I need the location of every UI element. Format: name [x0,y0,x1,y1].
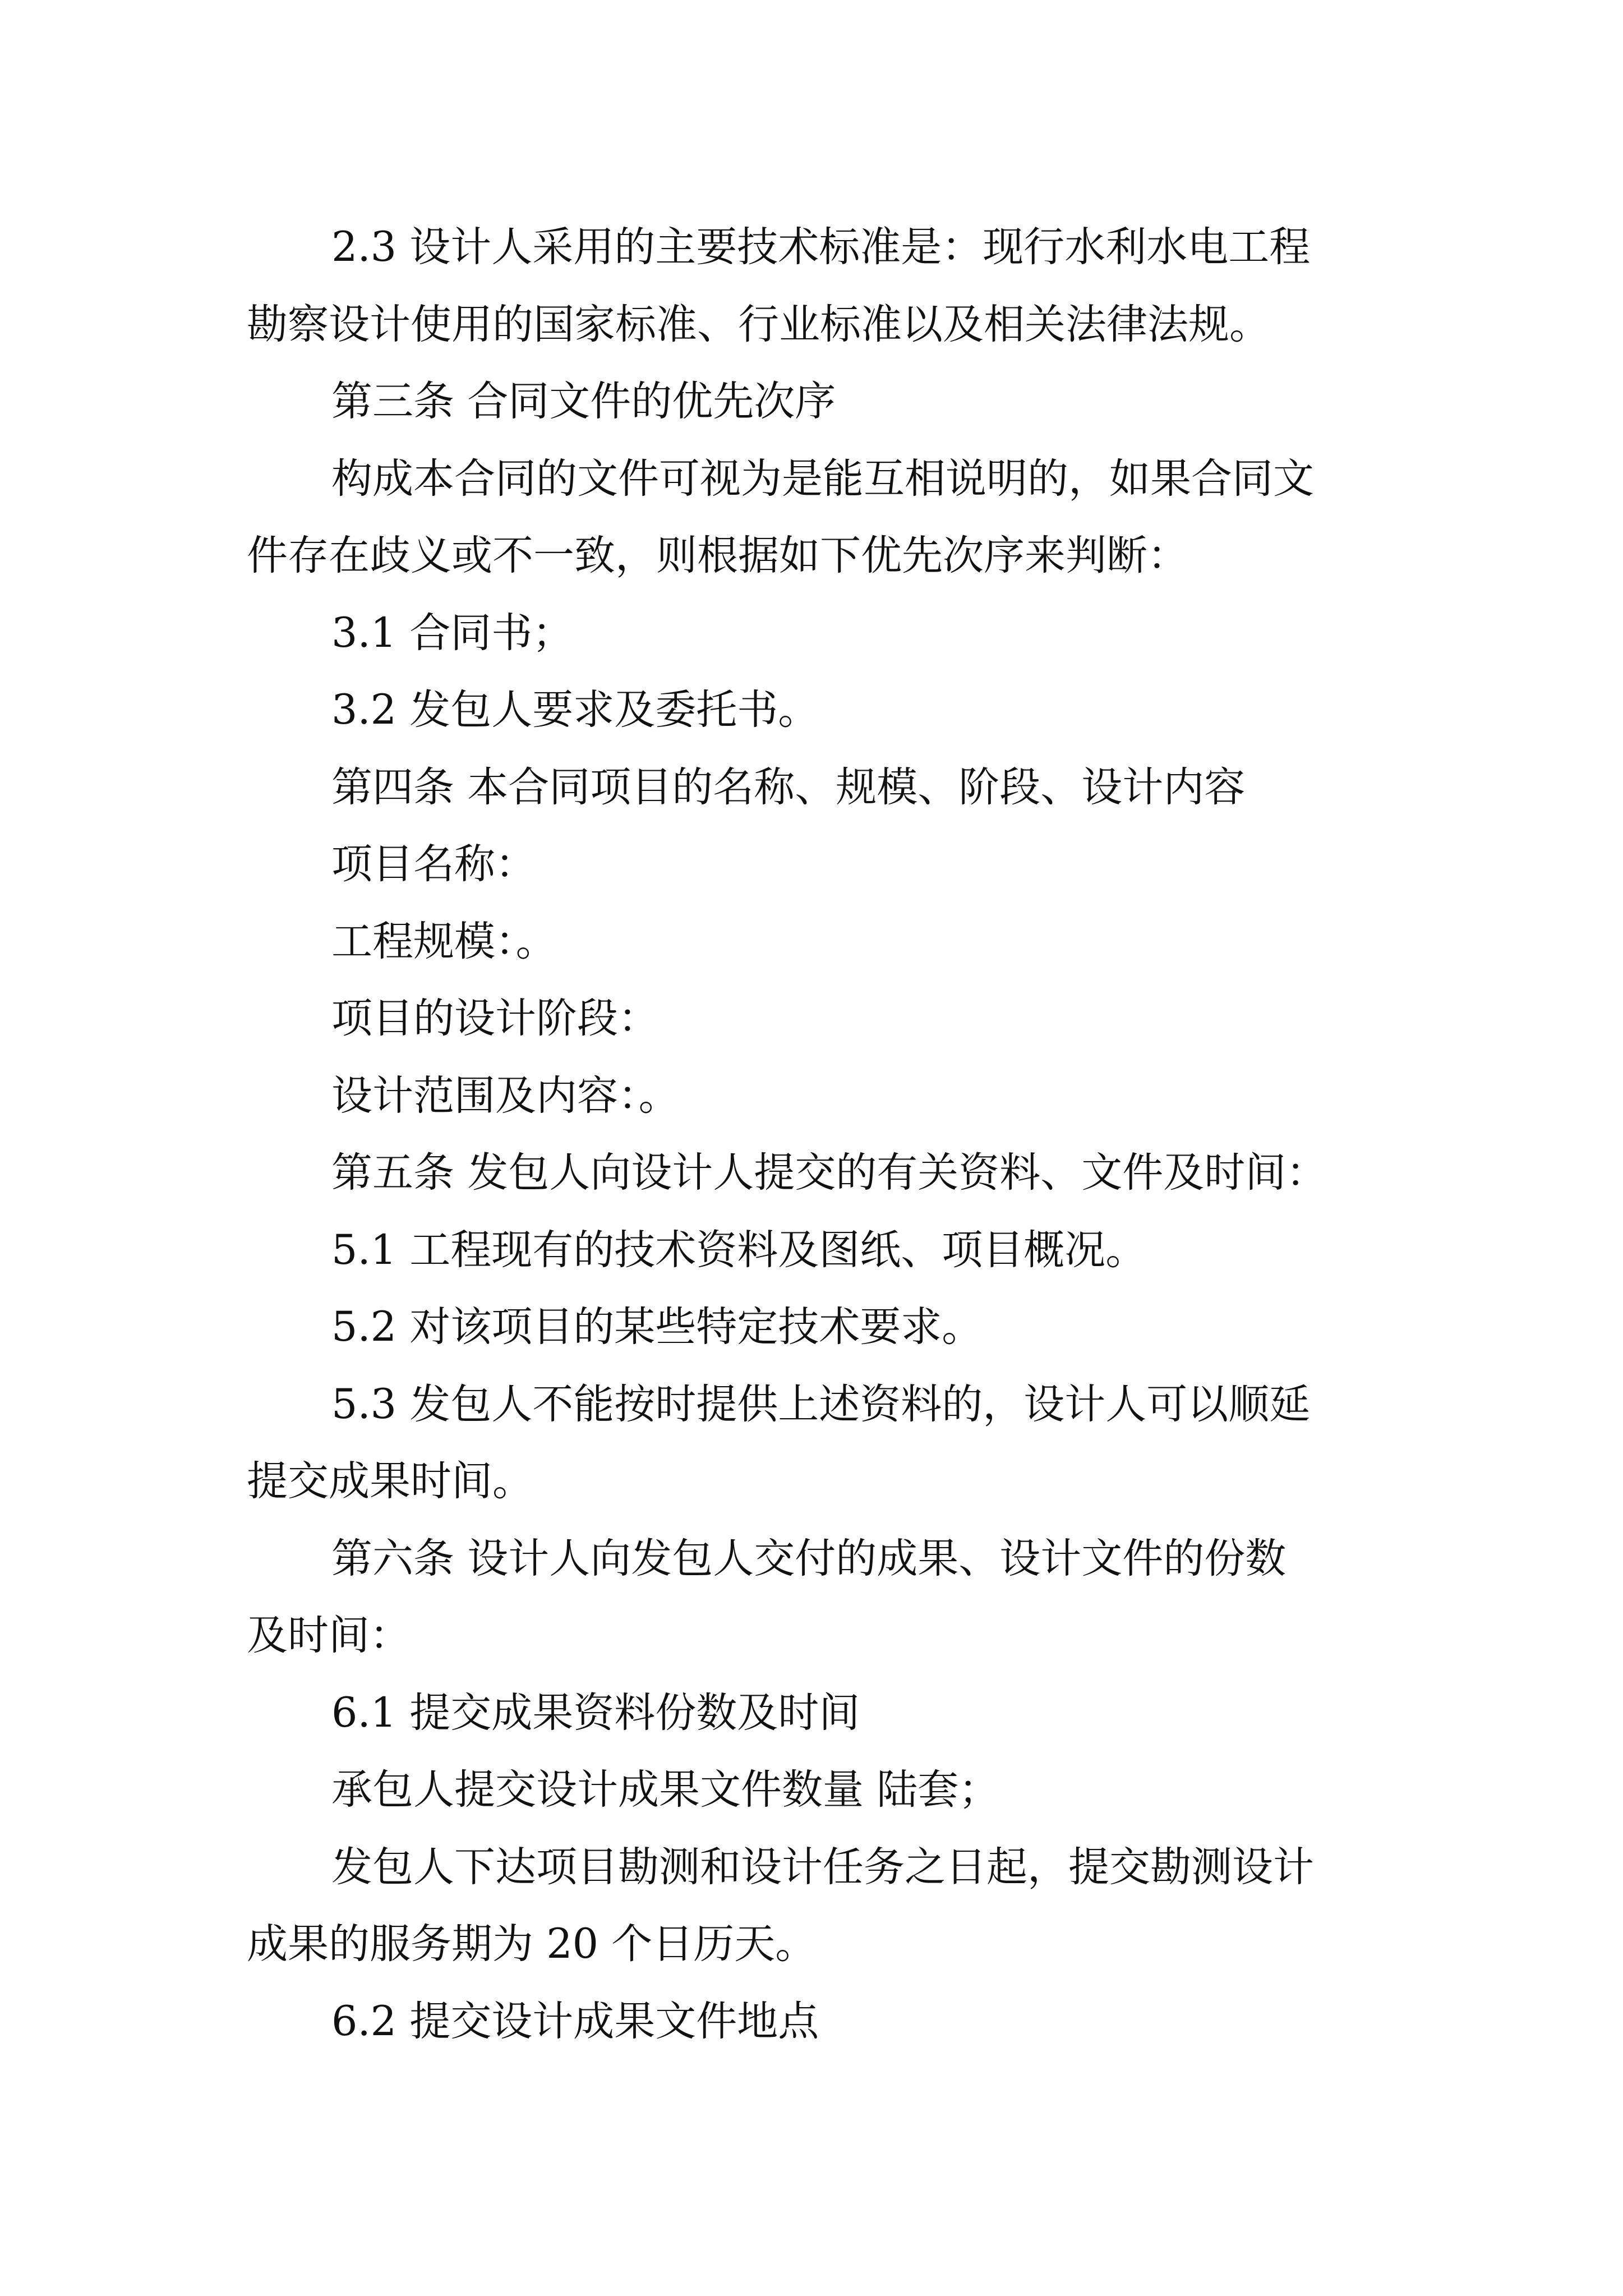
body-text-line: 项目的设计阶段： [331,995,659,1042]
body-text-line: 成果的服务期为 20 个日历天。 [247,1920,817,1968]
body-text-line: 第六条 设计人向发包人交付的成果、设计文件的份数 [331,1534,1287,1582]
body-text-line: 发包人下达项目勘测和设计任务之日起，提交勘测设计 [331,1843,1314,1891]
body-text-line: 6.1 提交成果资料份数及时间 [331,1688,860,1737]
body-text-line: 第三条 合同文件的优先次序 [331,378,836,425]
body-text-line: 3.1 合同书； [331,609,574,657]
body-text-line: 5.2 对该项目的某些特定技术要求。 [331,1303,983,1351]
body-text-line: 6.2 提交设计成果文件地点 [331,1997,819,2045]
body-text-line: 提交成果时间。 [247,1457,533,1505]
document-body [247,209,1391,2060]
body-text-line: 5.1 工程现有的技术资料及图纸、项目概况。 [331,1226,1147,1274]
body-text-line: 设计范围及内容：。 [331,1071,680,1120]
body-text-line: 2.3 设计人采用的主要技术标准是：现行水利水电工程 [331,223,1311,271]
body-text-line: 第五条 发包人向设计人提交的有关资料、文件及时间： [331,1149,1327,1197]
body-text-line: 勘察设计使用的国家标准、行业标准以及相关法律法规。 [247,300,1270,348]
body-text-line: 第四条 本合同项目的名称、规模、阶段、设计内容 [331,763,1246,811]
body-text-line: 3.2 发包人要求及委托书。 [331,686,819,734]
body-text-line: 承包人提交设计成果文件数量 陆套； [331,1766,1000,1814]
body-text-line: 5.3 发包人不能按时提供上述资料的，设计人可以顺延 [331,1380,1311,1428]
body-text-line: 及时间： [247,1612,411,1659]
body-text-line: 构成本合同的文件可视为是能互相说明的，如果合同文 [331,454,1314,503]
body-text-line: 件存在歧义或不一致，则根据如下优先次序来判断： [247,532,1188,579]
body-text-line: 工程规模：。 [331,917,557,965]
body-text-line: 项目名称： [331,840,536,888]
